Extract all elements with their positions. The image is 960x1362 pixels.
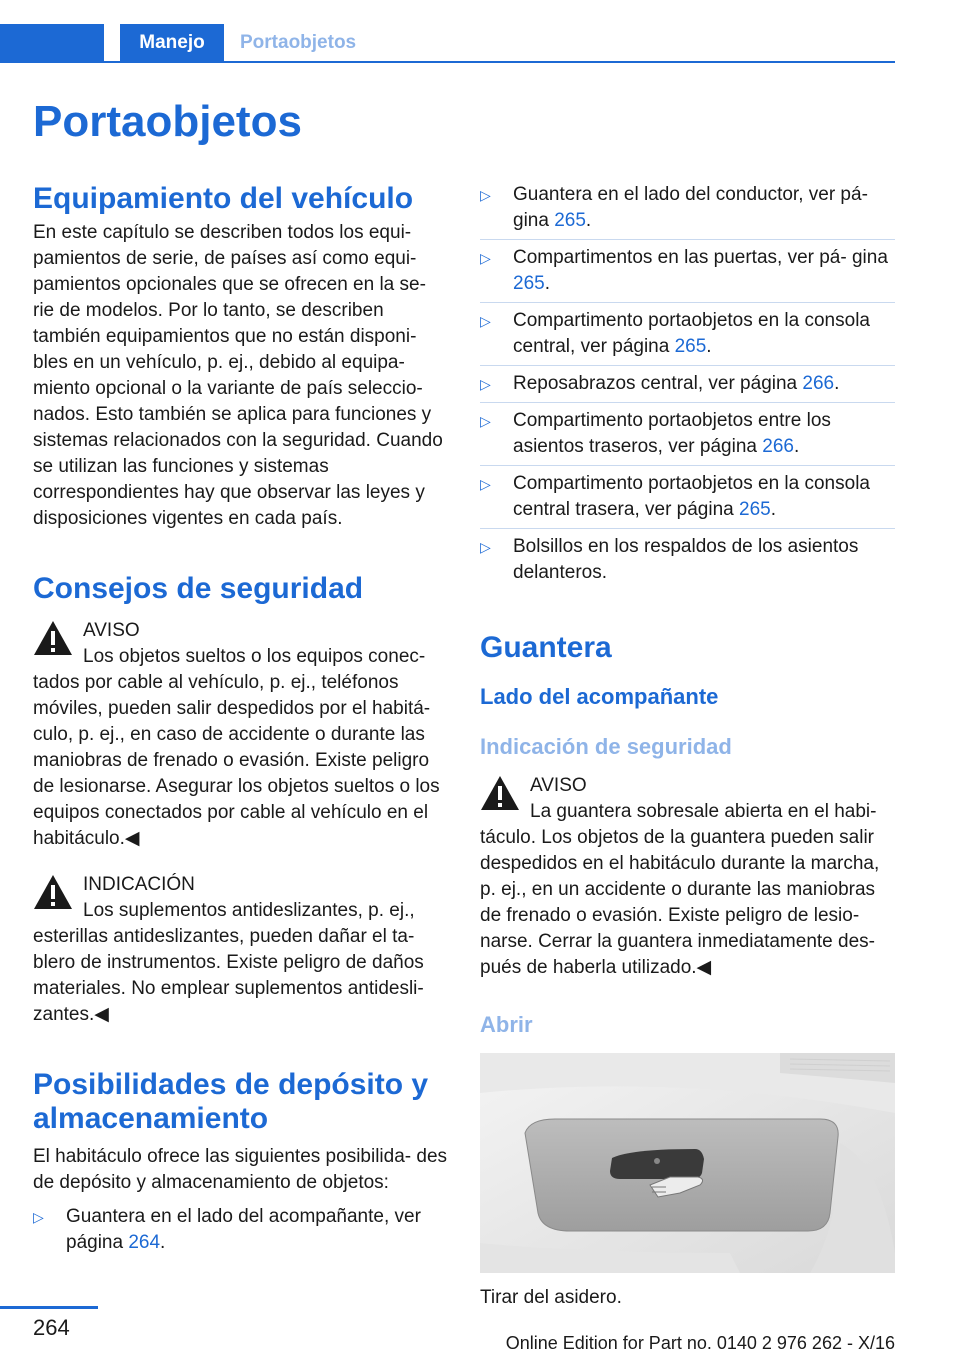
list-item-text: Reposabrazos central, ver página [513,373,803,394]
list-item-text: Compartimento portaobjetos entre los asientos traseros, ver página [513,410,831,457]
list-item-text: Guantera en el lado del conductor, ver pá- gina [513,184,868,231]
photo-caption: Tirar del asidero. [480,1287,622,1308]
page-link[interactable]: 265 [674,336,707,357]
warning-label: AVISO [530,775,587,796]
list-item-text: Bolsillos en los respaldos de los asientos delanteros. [513,536,859,583]
storage-list-left [33,1204,448,1261]
page-link[interactable]: 265 [513,273,545,294]
heading-abrir: Abrir [480,1012,533,1037]
page-link[interactable]: 264 [128,1232,161,1253]
warning-triangle-icon [480,775,520,811]
warning-aviso-guantera [480,771,895,981]
page-number: 264 [33,1315,70,1340]
glovebox-photo [480,1053,895,1273]
header-section-tab: Manejo [120,24,224,62]
paragraph-deposito: El habitáculo ofrece las siguientes posibilida- des de depósito y almacenamiento de objetos: [33,1146,448,1193]
triangle-bullet-icon: ▷ [33,1209,44,1225]
triangle-bullet-icon: ▷ [480,250,491,266]
warning-label: AVISO [83,620,140,641]
heading-lado-acompanante: Lado del acompañante [480,684,719,709]
warning-text: La guantera sobresale abierta en el habi- táculo. Los objetos de la guantera pueden salir despedidos en el habitáculo durante la marcha, p. ej., en un accidente o durante las maniobras de frenado o evasión. Existe peligro de lesio- narse. Cerrar la guantera inmediatamente des- pués de haberla utilizado.◀ [480,801,880,978]
indicacion-text: Los suplementos antideslizantes, p. ej., esterillas antideslizantes, pueden dañar el ta- blero de instrumentos. Existe peligro de daños materiales. No emplear suplementos antidesli- zantes.◀ [33,900,424,1025]
right-column [480,182,895,1311]
triangle-bullet-icon: ▷ [480,313,491,329]
list-item-text: Guantera en el lado del acompañante, ver página [66,1206,421,1253]
storage-list-right [480,182,895,591]
footer-rule [0,1306,98,1309]
heading-indicacion-seguridad: Indicación de seguridad [480,734,732,759]
list-item: ▷ Guantera en el lado del acompañante, ver página 264. [33,1206,421,1253]
left-column [33,182,448,1266]
list-item-text: Compartimentos en las puertas, ver pá- gina [513,247,888,268]
page-title: Portaobjetos [33,97,302,146]
running-header [0,24,895,62]
list-item [480,534,895,591]
triangle-bullet-icon: ▷ [480,413,491,429]
triangle-bullet-icon: ▷ [480,476,491,492]
heading-seguridad: Consejos de seguridad [33,572,364,605]
list-item: ▷ Compartimentos en las puertas, ver pá- gina 265. [480,245,895,303]
list-item-text: Compartimento portaobjetos en la consola central, ver página [513,310,870,357]
triangle-bullet-icon: ▷ [480,376,491,392]
warning-aviso [33,616,448,852]
edition-footer: Online Edition for Part no. 0140 2 976 262 - X/16 [505,1333,895,1353]
header-accent-block [0,24,104,62]
paragraph-equipamiento: En este capítulo se describen todos los equi- pamientos de serie, de países así como equi- pamientos opcionales que se ofrecen en la se- rie de modelos. Por lo tanto, se describen también equipamientos que no están disponi- bles en un vehículo, p. ej., debido al equipa- miento opcional o la variante de país seleccio- nados. Esto también se aplica para funciones y sistemas relacionados con la seguridad. Cuando se utilizan las funciones y sistemas correspondientes hay que observar las leyes y disposiciones vigentes en cada país. [33,222,443,529]
header-topic-tab: Portaobjetos [240,32,357,53]
heading-guantera: Guantera [480,631,612,664]
list-item: ▷ Compartimento portaobjetos en la consola central, ver página 265. [480,308,895,366]
page-link[interactable]: 266 [762,436,794,457]
indicacion-label: INDICACIÓN [83,874,195,895]
page-link[interactable]: 265 [739,499,771,520]
page-link[interactable]: 265 [554,210,586,231]
page-link[interactable]: 266 [802,373,835,394]
glovebox-illustration [480,1053,895,1273]
list-item: ▷ Guantera en el lado del conductor, ver pá- gina 265. [480,182,895,240]
list-item: ▷ Compartimento portaobjetos entre los asientos traseros, ver página 266. [480,408,895,466]
heading-equipamiento: Equipamiento del vehículo [33,182,414,215]
heading-deposito: Posibilidades de depósito y almacenamiento [33,1068,429,1135]
warning-indicacion [33,870,448,1028]
list-item: ▷ Compartimento portaobjetos en la consola central trasera, ver página 265. [480,471,895,529]
list-item: ▷ Reposabrazos central, ver página 266. [480,371,895,403]
triangle-bullet-icon: ▷ [480,187,491,203]
triangle-bullet-icon: ▷ [480,539,491,555]
list-item-text: Compartimento portaobjetos en la consola central trasera, ver página [513,473,870,520]
warning-triangle-icon [33,620,73,656]
warning-triangle-icon [33,874,73,910]
warning-text: Los objetos sueltos o los equipos conec- tados por cable al vehículo, p. ej., teléfonos móviles, pueden salir despedidos por el habitá- culo, p. ej., en caso de accidente o durante las maniobras de frenado o evasión. Existe peligro de lesionarse. Asegurar los objetos sueltos o los equipos conectados por cable al vehículo en el habitáculo.◀ [33,646,440,849]
